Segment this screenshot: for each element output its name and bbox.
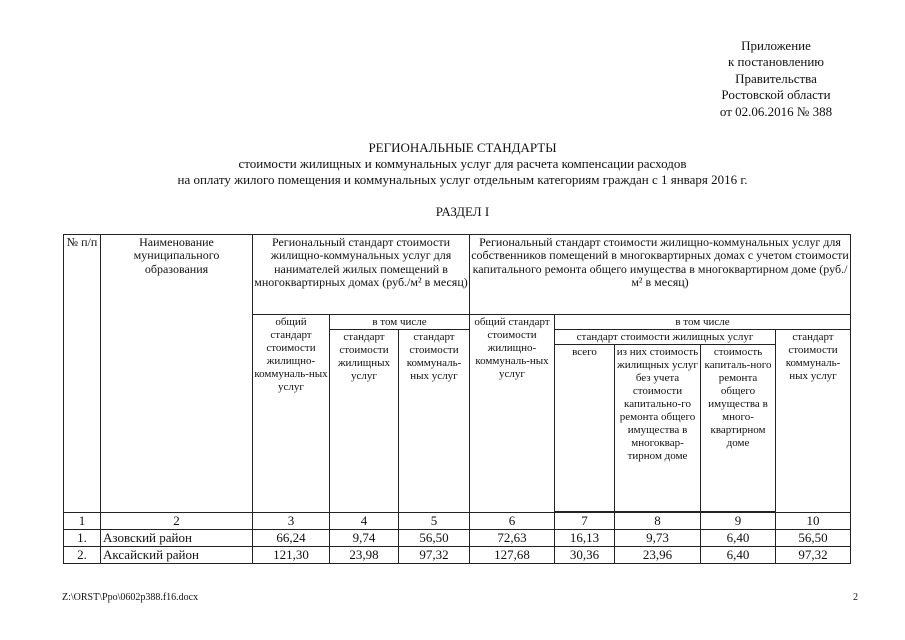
appendix-block [690,38,862,120]
title-sub: стоимости жилищных и коммунальных услуг для расчета компенсации расходов [238,156,687,171]
cell-value: 23,96 [615,547,701,564]
appendix-line: Ростовской области [721,87,831,103]
column-number: 10 [776,513,851,530]
column-number: 8 [615,513,701,530]
header-communal-std: стандарт стоимости коммуналь-ных услуг [399,330,470,513]
header-total-std: общий стандарт стоимости жилищно-коммуналь-ных услуг [253,315,330,513]
header-total-std-owners: общий стандарт стоимости жилищно-коммуналь-ных услуг [470,315,555,513]
header-repair: стоимость капиталь-ного ремонта общего имущества в много-квартирном доме [701,345,776,512]
cell-value: 16,13 [555,530,615,547]
cell-value: 9,74 [330,530,399,547]
title-main: РЕГИОНАЛЬНЫЕ СТАНДАРТЫ [368,140,557,155]
municipality-name: Азовский район [101,530,253,547]
cell-value: 66,24 [253,530,330,547]
table-row [64,530,851,547]
page-number: 2 [853,592,858,603]
column-number: 3 [253,513,330,530]
cell-value: 72,63 [470,530,555,547]
column-number: 9 [701,513,776,530]
header-num: № п/п [64,235,101,513]
column-number: 5 [399,513,470,530]
appendix-line: от 02.06.2016 № 388 [719,103,833,119]
column-number: 6 [470,513,555,530]
header-housing-std: стандарт стоимости жилищных услуг [330,330,399,513]
header-excl-repair: из них стоимость жилищных услуг без учета стоимости капитально-го ремонта общего имущества в многоквар-тирном доме [615,345,701,512]
header-tenants: Региональный стандарт стоимости жилищно-коммунальных услуг для нанимателей жилых помещений в многоквартирных домах (руб./м² в месяц) [253,235,470,315]
cell-value: 97,32 [776,547,851,564]
header-owners: Региональный стандарт стоимости жилищно-коммунальных услуг для собственников помещений в многоквартирных домах с учетом стоимости капитального ремонта общего имущества в многоквартирном доме (руб./м² в месяц) [470,235,851,315]
cell-value: 23,98 [330,547,399,564]
column-number: 1 [64,513,101,530]
row-number: 2. [64,547,101,564]
municipality-name: Аксайский район [101,547,253,564]
file-path: Z:\ORST\Ppo\0602p388.f16.docx [62,592,199,603]
section-heading: РАЗДЕЛ I [435,204,490,219]
document-title [60,140,865,188]
header-housing-cost: стандарт стоимости жилищных услуг [555,330,776,345]
cell-value: 9,73 [615,530,701,547]
column-number: 4 [330,513,399,530]
header-all: всего [555,345,615,512]
appendix-line: Приложение [741,38,811,53]
cell-value: 30,36 [555,547,615,564]
appendix-line: Правительства [735,70,817,86]
column-number: 2 [101,513,253,530]
column-numbers-row [64,513,851,530]
appendix-line: к постановлению [727,54,825,70]
cell-value: 127,68 [470,547,555,564]
header-communal-std-owners: стандарт стоимости коммуналь-ных услуг [776,330,851,513]
header-including: в том числе [330,315,470,330]
cell-value: 6,40 [701,547,776,564]
header-including-owners: в том числе [555,315,851,330]
table-row [64,547,851,564]
column-number: 7 [555,513,615,530]
title-sub: на оплату жилого помещения и коммунальных услуг отдельным категориям граждан с 1 января 2016 г. [177,172,748,187]
header-name: Наименование муниципального образования [101,235,253,513]
row-number: 1. [64,530,101,547]
cell-value: 121,30 [253,547,330,564]
cell-value: 6,40 [701,530,776,547]
cell-value: 56,50 [399,530,470,547]
cell-value: 56,50 [776,530,851,547]
standards-table [63,234,851,564]
cell-value: 97,32 [399,547,470,564]
